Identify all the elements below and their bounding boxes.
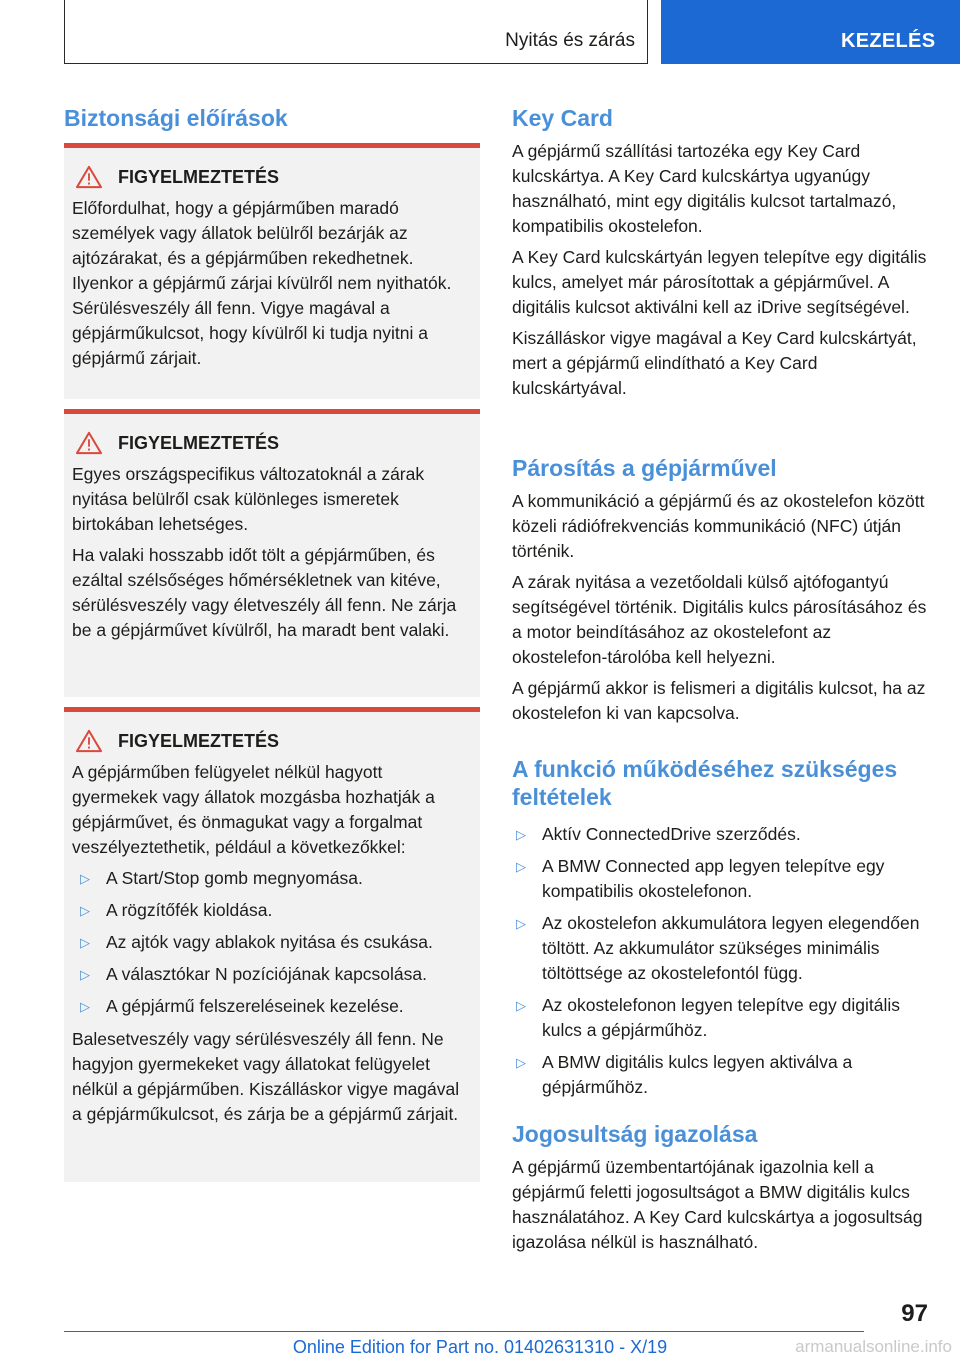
warning-box-1 bbox=[64, 143, 480, 399]
triangle-bullet-icon: ▷ bbox=[516, 998, 526, 1013]
paragraph: A zárak nyitása a vezetőoldali külső ajtófogantyú segítségével történik. Digitális kulcs párosításához és a motor beindításához az okostelefont az okostelefon-tárolóba kell helyezni. bbox=[512, 572, 927, 667]
triangle-bullet-icon: ▷ bbox=[80, 935, 90, 950]
warning-text: Előfordulhat, hogy a gépjárműben maradó személyek vagy állatok belülről bezárják az ajtózárakat, és a gépjárműben rekedhetnek. Ilyenkor a gépjármű zárjai kívülről nem nyithatók. Sérülésveszély áll fenn. Vigye magával a gépjárműkulcsot, hogy kívülről ki tudja nyitni a gépjármű zárjait. bbox=[72, 198, 452, 368]
edition-info: Online Edition for Part no. 01402631310 - X/19 bbox=[292, 1337, 668, 1357]
triangle-bullet-icon: ▷ bbox=[80, 871, 90, 886]
list-item: ▷ A rögzítőfék kioldása. bbox=[72, 898, 472, 923]
warning-triangle-icon bbox=[74, 431, 104, 455]
heading-safety: Biztonsági előírások bbox=[64, 105, 288, 131]
paragraph: A kommunikáció a gépjármű és az okostelefon között közeli rádiófrekvenciás kommunikáció (NFC) útján történik. bbox=[512, 491, 925, 561]
list-item: ▷ Az okostelefonon legyen telepítve egy digitális kulcs a gépjárműhöz. bbox=[516, 995, 901, 1040]
list-item: ▷ A gépjármű felszereléseinek kezelése. bbox=[72, 994, 472, 1019]
pairing-text bbox=[512, 489, 928, 726]
warning-text: Balesetveszély vagy sérülésveszély áll fenn. Ne hagyjon gyermekeket vagy állatokat felügyelet nélkül a gépjárműben. Kiszálláskor vigye magával a gépjárműkulcsot, és zárja be a gépjármű zárjait. bbox=[72, 1029, 460, 1124]
heading-requirements: A funkció működéséhez szükséges feltételek bbox=[512, 756, 898, 810]
triangle-bullet-icon: ▷ bbox=[80, 903, 90, 918]
heading-pairing: Párosítás a gépjárművel bbox=[512, 455, 777, 481]
page-number: 97 bbox=[901, 1300, 928, 1327]
list-item: ▷ A BMW Connected app legyen telepítve egy kompatibilis okostelefonon. bbox=[516, 856, 885, 901]
list-item: ▷ Aktív ConnectedDrive szerződés. bbox=[512, 822, 928, 847]
requirements-list bbox=[512, 822, 928, 1107]
key-card-text bbox=[512, 139, 928, 401]
warning-heading bbox=[72, 164, 472, 190]
warning-box-3 bbox=[64, 707, 480, 1182]
warning-label: FIGYELMEZTETÉS bbox=[118, 166, 280, 187]
paragraph: A gépjármű üzembentartójának igazolnia kell a gépjármű feletti jogosultságot a BMW digitális kulcs használatához. A Key Card kulcskártya a jogosultság igazolása nélkül is használható. bbox=[512, 1157, 923, 1252]
triangle-bullet-icon: ▷ bbox=[516, 859, 526, 874]
list-item: ▷ A választókar N pozíciójának kapcsolása. bbox=[72, 962, 472, 987]
paragraph: A Key Card kulcskártyán legyen telepítve egy digitális kulcs, amelyet már párosítottak a gépjárművel. A digitális kulcsot aktiválni kell az iDrive segítségével. bbox=[512, 247, 927, 317]
warning-heading bbox=[72, 430, 472, 456]
triangle-bullet-icon: ▷ bbox=[516, 827, 526, 842]
triangle-bullet-icon: ▷ bbox=[80, 999, 90, 1014]
section-title: Nyitás és zárás bbox=[505, 30, 635, 51]
triangle-bullet-icon: ▷ bbox=[80, 967, 90, 982]
warning-text: A gépjárműben felügyelet nélkül hagyott gyermekek vagy állatok mozgásba hozhatják a gépjárművet, és önmagukat vagy a forgalmat veszélyeztethetik, például a következőkkel: bbox=[72, 762, 435, 857]
warning-heading bbox=[72, 728, 472, 754]
heading-authorization: Jogosultság igazolása bbox=[512, 1121, 758, 1147]
list-item: ▷ A BMW digitális kulcs legyen aktiválva a gépjárműhöz. bbox=[516, 1052, 853, 1097]
list-item: ▷ Az okostelefon akkumulátora legyen elegendően töltött. Az akkumulátor szükséges minimális töltöttsége az okostelefontól függ. bbox=[516, 913, 920, 983]
warning-label: FIGYELMEZTETÉS bbox=[118, 432, 280, 453]
authorization-text bbox=[512, 1155, 928, 1255]
triangle-bullet-icon: ▷ bbox=[516, 1055, 526, 1070]
warning-label: FIGYELMEZTETÉS bbox=[118, 730, 280, 751]
footer-divider bbox=[64, 1331, 864, 1332]
paragraph: Kiszálláskor vigye magával a Key Card kulcskártyát, mert a gépjármű elindítható a Key Card kulcskártyával. bbox=[512, 328, 917, 398]
warning-box-2 bbox=[64, 409, 480, 697]
triangle-bullet-icon: ▷ bbox=[516, 916, 526, 931]
heading-key-card: Key Card bbox=[512, 105, 613, 131]
warning-text: Ha valaki hosszabb időt tölt a gépjárműben, és ezáltal szélsőséges hőmérsékletnek van kitéve, sérülésveszély vagy életveszély áll fenn. Ne zárja be a gépjárművet kívülről, ha maradt bent valaki. bbox=[72, 545, 457, 640]
warning-triangle-icon bbox=[74, 729, 104, 753]
paragraph: A gépjármű szállítási tartozéka egy Key Card kulcskártya. A Key Card kulcskártya ugyanúgy használható, mint egy digitális kulcsot tartalmazó, kompatibilis okostelefon. bbox=[512, 141, 897, 236]
warning-text: Egyes országspecifikus változatoknál a zárak nyitása belülről csak különleges ismeretek birtokában lehetséges. bbox=[72, 464, 425, 534]
list-item: ▷ A Start/Stop gomb megnyomása. bbox=[72, 866, 472, 891]
warning-list bbox=[72, 866, 472, 1019]
list-item: ▷ Az ajtók vagy ablakok nyitása és csukása. bbox=[72, 930, 472, 955]
warning-triangle-icon bbox=[74, 165, 104, 189]
chapter-tab[interactable]: KEZELÉS bbox=[661, 0, 960, 64]
right-column bbox=[512, 0, 928, 1290]
watermark: armanualsonline.info bbox=[795, 1337, 952, 1356]
paragraph: A gépjármű akkor is felismeri a digitális kulcsot, ha az okostelefon ki van kapcsolva. bbox=[512, 678, 926, 723]
